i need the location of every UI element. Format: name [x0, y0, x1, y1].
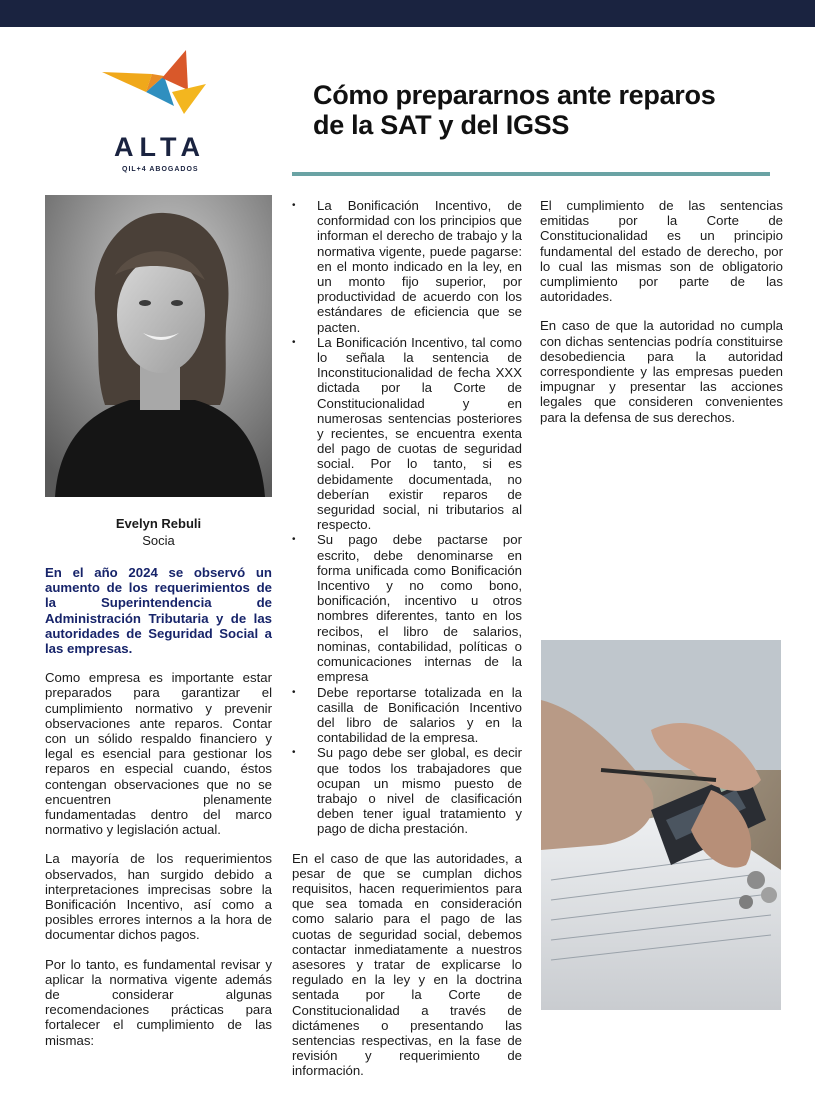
logo-subtext: QIL+4 ABOGADOS	[122, 166, 199, 173]
page-title	[313, 80, 783, 140]
list-item: • La Bonificación Incentivo, tal como lo señala la sentencia de Inconstitucionalidad de fecha XXX dictada por la Corte de Constitucionalidad y en numerosas sentencias posteriores y recientes, se encuentra exenta del pago de cuotas de seguridad social. Por lo tanto, si es debidamente documentada, no deberían existir reparos de seguridad social, ni tributarios al respecto.	[292, 335, 522, 533]
column-3	[540, 198, 783, 439]
recommendations-list	[292, 198, 522, 837]
lead-paragraph: En el año 2024 se observó un aumento de los requerimientos de la Superintendencia de Administración Tributaria y de las autoridades de Seguridad Social a las empresas.	[45, 565, 272, 657]
paragraph-4: En el caso de que las autoridades, a pesar de que se cumplan dichos requisitos, hacen requerimientos para que sea tomada en consideración como salario para el pago de las cuotas de seguridad social, debemos contactar inmediatamente a nuestros asesores y tratar de explicarse lo regulado en la ley y en la doctrina sentada por la Corte de Constitucionalidad a través de dictámenes o presentando las sentencias respectivas, en la fase de revisión y requerimiento de información.	[292, 850, 522, 1079]
paragraph-5: El cumplimiento de las sentencias emitidas por la Corte de Constitucionalidad es un principio fundamental del estado de derecho, por lo cual las mismas son de obligatorio cumplimiento por parte de las autoridades.	[540, 198, 783, 305]
list-item: • La Bonificación Incentivo, de conformidad con los principios que informan el derecho de trabajo y la normativa vigente, puede pagarse: en el monto indicado en la ley, en un monto fijo superior, por productividad de acuerdo con los estándares de eficiencia que se pacten.	[292, 198, 522, 335]
bird-logo-icon	[100, 48, 220, 128]
paragraph-6: En caso de que la autoridad no cumpla con dichas sentencias podría constituirse desobediencia para la autoridad correspondiente y las empresas pueden impugnar y presentar las acciones legales que consideren convenientes para la defensa de sus derechos.	[540, 318, 783, 425]
author-name: Evelyn Rebuli	[115, 516, 202, 531]
column-1	[45, 565, 272, 1048]
author-portrait	[45, 195, 272, 497]
list-item: • Su pago debe ser global, es decir que todos los trabajadores que ocupan un mismo puesto de trabajo o nivel de clasificación deben tener igual tratamiento y pago de dicha prestación.	[292, 745, 522, 836]
title-line-1: Cómo prepararnos ante reparos	[313, 80, 716, 110]
paragraph-1: Como empresa es importante estar preparados para garantizar el cumplimiento normativo y prevenir observaciones ante reparos. Contar con un sólido respaldo financiero y legal es esencial para gestionar los reparos en especial cuando, éstos contengan observaciones que no se encuentren plenamente fundamentadas dentro del marco normativo y legislación actual.	[45, 670, 272, 838]
list-item: • Debe reportarse totalizada en la casilla de Bonificación Incentivo del libro de salarios y en la contabilidad de la empresa.	[292, 685, 522, 746]
list-item: • Su pago debe pactarse por escrito, debe denominarse en forma unificada como Bonificación Incentivo y no como bono, bonificación, incentivo u otros nombres diferentes, tanto en los recibos, el libro de salarios, nominas, contabilidad, políticas o comunicaciones internas de la empresa	[292, 532, 522, 684]
top-bar	[0, 0, 815, 27]
alta-logo	[100, 48, 220, 178]
title-divider	[292, 172, 770, 176]
logo-wordmark: ALTA	[114, 132, 206, 162]
paragraph-3: Por lo tanto, es fundamental revisar y aplicar la normativa vigente además de considerar algunas recomendaciones prácticas para fortalecer el cumplimiento de las mismas:	[45, 956, 272, 1048]
calculator-photo	[541, 640, 781, 1010]
title-line-2: de la SAT y del IGSS	[313, 110, 570, 140]
author-role: Socia	[142, 533, 175, 548]
paragraph-2: La mayoría de los requerimientos observados, han surgido debido a interpretaciones imprecisas sobre la Bonificación Incentivo, así como a posibles errores internos a la hora de documentar dichos pagos.	[45, 851, 272, 943]
column-2	[292, 198, 522, 1093]
